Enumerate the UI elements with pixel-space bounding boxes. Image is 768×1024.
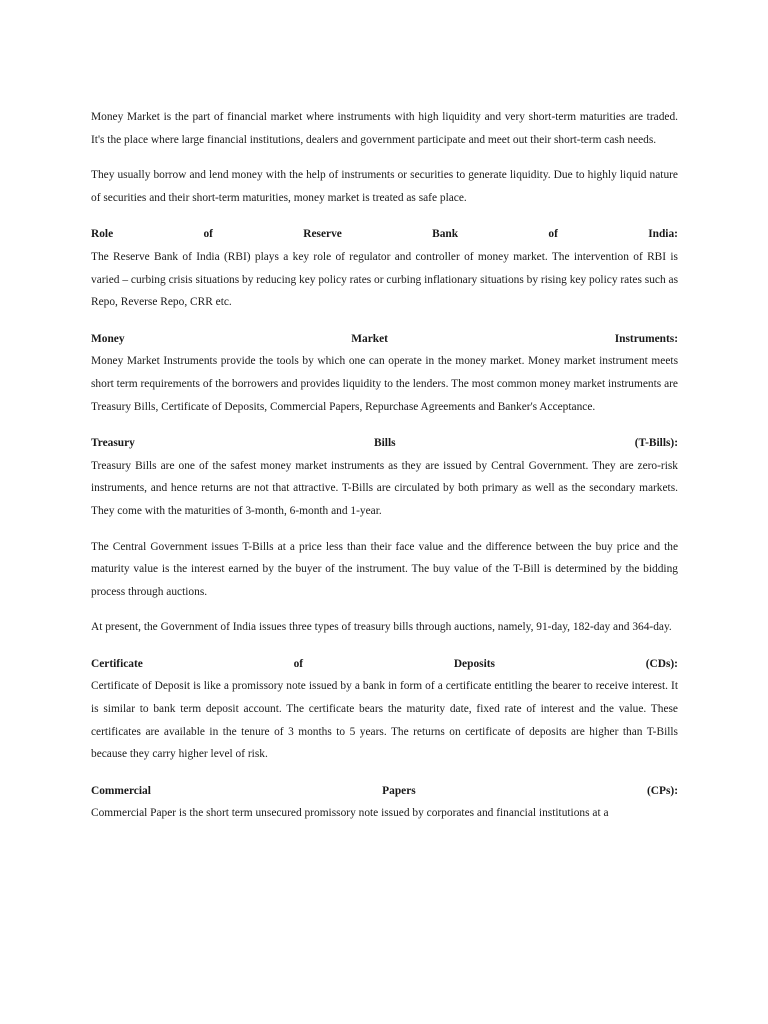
heading-word: Commercial (91, 784, 151, 797)
cps-paragraph: Commercial Paper is the short term unsecured promissory note issued by corporates and financial institutions at a (91, 807, 609, 820)
heading-word: Treasury (91, 437, 135, 450)
heading-word: of (203, 228, 213, 241)
heading-word: Instruments: (614, 332, 678, 345)
heading-word: Bills (374, 437, 396, 450)
heading-word: of (548, 228, 558, 241)
tbills-types-paragraph: At present, the Government of India issues three types of treasury bills through auctions, namely, 91-day, 182-day and 364-day. (91, 621, 672, 634)
tbills-pricing-paragraph: The Central Government issues T-Bills at a price less than their face value and the difference between the buy price and the maturity value is the interest earned by the buyer of the instrument. The buy value of the T-Bill is determined by the bidding process through auctions. (91, 540, 678, 598)
heading-certificate-of-deposits (91, 653, 678, 676)
heading-treasury-bills (91, 432, 678, 455)
instruments-paragraph: Money Market Instruments provide the tools by which one can operate in the money market. Money market instrument meets short term requirements of the borrowers and provides liquidity to the lenders. The most common money market instruments are Treasury Bills, Certificate of Deposits, Commercial Papers, Repurchase Agreements and Banker's Acceptance. (91, 355, 678, 413)
heading-word: Reserve (303, 228, 342, 241)
heading-word: Papers (382, 784, 416, 797)
heading-word: of (293, 657, 304, 670)
heading-word: India: (648, 228, 678, 241)
heading-word: Bank (432, 228, 459, 241)
heading-word: (CPs): (647, 784, 678, 797)
heading-commercial-papers (91, 780, 678, 803)
heading-word: (T-Bills): (634, 437, 678, 450)
heading-role-of-rbi (91, 223, 678, 246)
liquidity-paragraph: They usually borrow and lend money with the help of instruments or securities to generate liquidity. Due to highly liquid nature of securities and their short-term maturities, money market is treated as safe place. (91, 169, 678, 204)
heading-money-market-instruments (91, 328, 678, 351)
tbills-paragraph: Treasury Bills are one of the safest money market instruments as they are issued by Central Government. They are zero-risk instruments, and hence returns are not that attractive. T-Bills are circulated by both primary as well as the secondary markets. They come with the maturities of 3-month, 6-month and 1-year. (91, 459, 678, 517)
heading-word: Role (91, 228, 114, 241)
heading-word: Market (351, 332, 388, 345)
cds-paragraph: Certificate of Deposit is like a promissory note issued by a bank in form of a certificate entitling the bearer to receive interest. It is similar to bank term deposit account. The certificate bears the maturity date, fixed rate of interest and the value. These certificates are available in the tenure of 3 months to 5 years. The returns on certificate of deposits are higher than T-Bills because they carry higher level of risk. (91, 680, 678, 761)
heading-word: Certificate (91, 657, 143, 670)
heading-word: Deposits (453, 657, 495, 670)
heading-word: Money (91, 332, 125, 345)
rbi-paragraph: The Reserve Bank of India (RBI) plays a key role of regulator and controller of money market. The intervention of RBI is varied – curbing crisis situations by reducing key policy rates or curbing inflationary situations by rising key policy rates such as Repo, Reverse Repo, CRR etc. (91, 250, 678, 309)
heading-word: (CDs): (645, 657, 678, 670)
intro-paragraph: Money Market is the part of financial market where instruments with high liquidity and very short-term maturities are traded. It's the place where large financial institutions, dealers and government participate and meet out their short-term cash needs. (91, 111, 678, 146)
